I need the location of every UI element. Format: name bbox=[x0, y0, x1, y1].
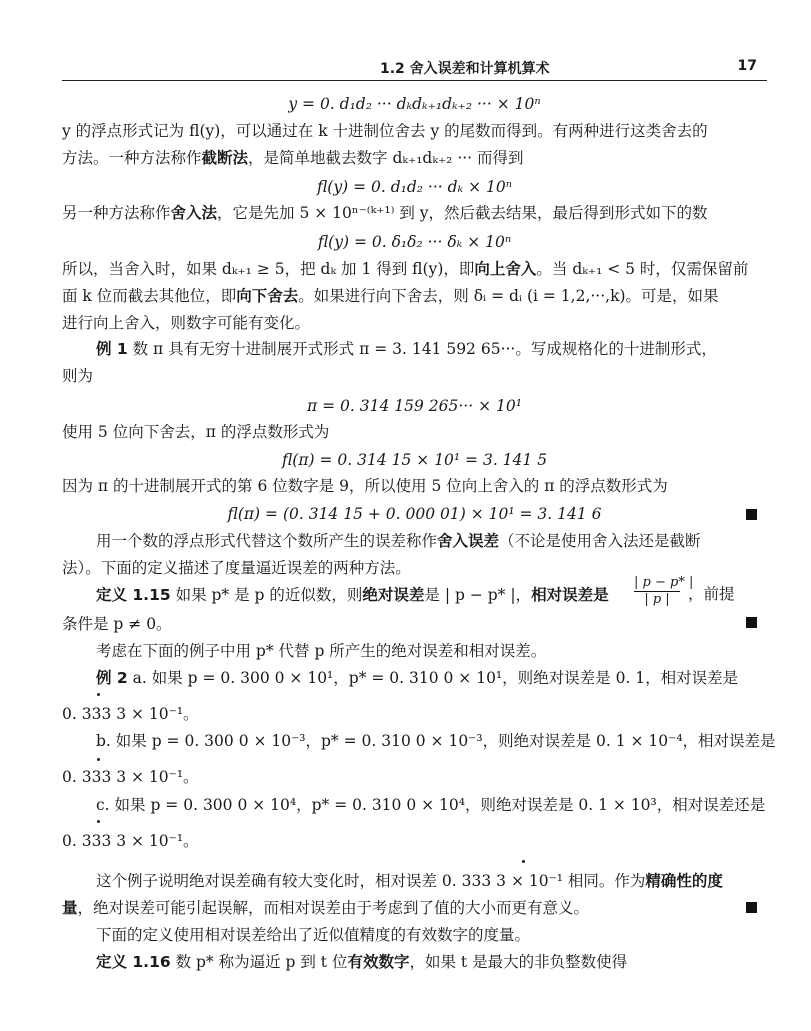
end-of-paragraph-mark bbox=[746, 902, 757, 913]
paragraph-line: 0. 333 3 × 10⁻¹。 bbox=[62, 832, 199, 850]
paragraph-line: 因为 π 的十进制展开式的第 6 位数字是 9，所以使用 5 位向上舍入的 π 的浮点数形式为 bbox=[62, 477, 668, 495]
paragraph-line: 所以，当舍入时，如果 dₖ₊₁ ≥ 5，把 dₖ 加 1 得到 fl(y)，即向上舍入。当 dₖ₊₁ < 5 时，仅需保留前 bbox=[62, 260, 749, 278]
paragraph-line: 量，绝对误差可能引起误解，而相对误差由于考虑到了值的大小而更有意义。 bbox=[62, 899, 590, 917]
paragraph-line: 方法。一种方法称作截断法，是简单地截去数字 dₖ₊₁dₖ₊₂ ··· 而得到 bbox=[62, 149, 524, 167]
paragraph-line: 进行向上舍入，则数字可能有变化。 bbox=[62, 314, 311, 332]
paragraph-line: 下面的定义使用相对误差给出了近似值精度的有效数字的度量。 bbox=[96, 926, 531, 944]
example-label: 例 2 bbox=[96, 669, 128, 687]
end-of-definition-mark bbox=[746, 617, 757, 628]
running-header bbox=[62, 52, 767, 81]
term-truncation: 截断法 bbox=[201, 149, 249, 167]
example-label: 例 1 bbox=[96, 340, 128, 358]
term-significant-digits: 有效数字 bbox=[347, 953, 410, 971]
paragraph-line: 考虑在下面的例子中用 p* 代替 p 所产生的绝对误差和相对误差。 bbox=[96, 642, 547, 660]
definition-label: 定义 1.15 bbox=[96, 586, 171, 604]
equation-pi: π = 0. 314 159 265··· × 10¹ bbox=[307, 397, 522, 415]
relative-error-fraction bbox=[634, 575, 694, 607]
example-1-line: 例 1 数 π 具有无穷十进制展开式形式 π = 3. 141 592 65···。写成规格化的十进制形式， bbox=[96, 340, 717, 358]
fraction-denominator: | p | bbox=[644, 592, 670, 607]
repeating-digit-dot bbox=[97, 758, 100, 761]
paragraph-line: 另一种方法称作舍入法，它是先加 5 × 10ⁿ⁻⁽ᵏ⁺¹⁾ 到 y，然后截去结果，最后得到形式如下的数 bbox=[62, 204, 708, 222]
term-round-up: 向上舍入 bbox=[474, 260, 537, 278]
term-rounding: 舍入法 bbox=[170, 204, 218, 222]
paragraph-line: c. 如果 p = 0. 300 0 × 10⁴，p* = 0. 310 0 × 10⁴，则绝对误差是 0. 1 × 10³，相对误差还是 bbox=[96, 796, 766, 814]
end-of-example-mark bbox=[746, 509, 757, 520]
term-round-down: 向下舍去 bbox=[236, 287, 299, 305]
paragraph-line: 0. 333 3 × 10⁻¹。 bbox=[62, 705, 199, 723]
equation-chopping: fl(y) = 0. d₁d₂ ··· dₖ × 10ⁿ bbox=[316, 178, 513, 196]
paragraph-line: 使用 5 位向下舍去，π 的浮点数形式为 bbox=[62, 423, 330, 441]
term-relative-error: 相对误差 bbox=[531, 586, 594, 604]
equation-pi-round: fl(π) = (0. 314 15 + 0. 000 01) × 10¹ = 3. 141 6 bbox=[227, 505, 602, 523]
equation-rounding: fl(y) = 0. δ₁δ₂ ··· δₖ × 10ⁿ bbox=[317, 233, 512, 251]
fraction-numerator: | p − p* | bbox=[634, 575, 694, 590]
term-accuracy: 精确性的度 bbox=[645, 872, 723, 890]
repeating-digit-dot bbox=[97, 820, 100, 823]
term-round-off-error: 舍入误差 bbox=[437, 532, 500, 550]
example-2-line: 例 2 a. 如果 p = 0. 300 0 × 10¹，p* = 0. 310 0 × 10¹，则绝对误差是 0. 1，相对误差是 bbox=[96, 669, 739, 687]
paragraph-line: 条件是 p ≠ 0。 bbox=[62, 615, 172, 633]
definition-1-15-line: 定义 1.15 如果 p* 是 p 的近似数，则绝对误差是 | p − p* |，相对误差是 bbox=[96, 586, 609, 604]
paragraph-line: b. 如果 p = 0. 300 0 × 10⁻³，p* = 0. 310 0 × 10⁻³，则绝对误差是 0. 1 × 10⁻⁴，相对误差是 bbox=[96, 732, 776, 750]
paragraph-line: 用一个数的浮点形式代替这个数所产生的误差称作舍入误差（不论是使用舍入法还是截断 bbox=[96, 532, 701, 550]
equation-y: y = 0. d₁d₂ ··· dₖdₖ₊₁dₖ₊₂ ··· × 10ⁿ bbox=[288, 95, 541, 113]
paragraph-tail: ，前提 bbox=[688, 585, 735, 603]
paragraph-line: 0. 333 3 × 10⁻¹。 bbox=[62, 768, 199, 786]
paragraph-line: 法）。下面的定义描述了度量逼近误差的两种方法。 bbox=[62, 559, 411, 577]
paragraph-line: y 的浮点形式记为 fl(y)，可以通过在 k 十进制位舍去 y 的尾数而得到。有两种进行这类舍去的 bbox=[62, 122, 708, 140]
section-title: 1.2 舍入误差和计算机算术 bbox=[380, 61, 550, 77]
equation-pi-chop: fl(π) = 0. 314 15 × 10¹ = 3. 141 5 bbox=[281, 451, 548, 469]
paragraph-line: 这个例子说明绝对误差确有较大变化时，相对误差 0. 333 3 × 10⁻¹ 相同。作为精确性的度 bbox=[96, 872, 723, 890]
paragraph-line: 则为 bbox=[62, 367, 94, 385]
paragraph-line: 面 k 位而截去其他位，即向下舍去。如果进行向下舍去，则 δᵢ = dᵢ (i = 1,2,···,k)。可是，如果 bbox=[62, 287, 719, 305]
definition-1-16-line: 定义 1.16 数 p* 称为逼近 p 到 t 位有效数字，如果 t 是最大的非负整数使得 bbox=[96, 953, 628, 971]
term-absolute-error: 绝对误差 bbox=[362, 586, 425, 604]
page-number: 17 bbox=[737, 58, 757, 74]
repeating-digit-dot bbox=[522, 860, 525, 863]
repeating-digit-dot bbox=[97, 693, 100, 696]
definition-label: 定义 1.16 bbox=[96, 953, 171, 971]
